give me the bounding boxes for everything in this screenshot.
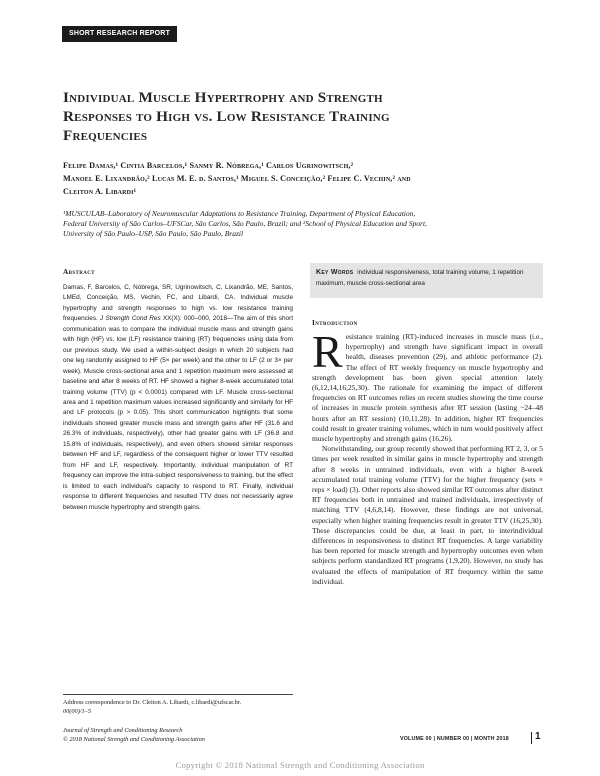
drop-cap: R [312,332,343,377]
author-list [63,160,543,198]
author-line: Felipe Damas,¹ Cintia Barcelos,¹ Sanmy R. Nóbrega,¹ Carlos Ugrinowitsch,² [63,161,354,170]
doi-line: 00(00)/1–5 [63,707,91,715]
author-line: Cleiton A. Libardi¹ [63,186,137,196]
introduction-heading: Introduction [312,319,358,327]
journal-copyright: © 2018 National Strength and Conditioning Association [63,735,205,743]
volume-line: VOLUME 00 | NUMBER 00 | MONTH 2018 [400,736,509,742]
intro-paragraph-1: esistance training (RT)-induced increases in muscle mass (i.e., hypertrophy) and strength have significant impact in overall health, diseases prevention (29), and athletic performance (2). The effect of RT weekly frequency on muscle hypertrophy and strength development has been given special attention lately (6,12,14,16,25,30). The rationale for examining the impact of different frequencies on RT outcomes relies on recent studies showing the time course of increases in muscle protein synthesis after RT session (lasting ~24–48 hours after an RT session) (10,11,28). In addition, higher RT frequencies could result in greater training volumes, which in turn would positively affect muscle hypertrophy and strength gains (16,26). [312,332,543,444]
section-banner: SHORT RESEARCH REPORT [62,26,177,42]
affiliation-line: Federal University of São Carlos–UFSCar, São Carlos, São Paulo, Brazil; and ²School of Physical Education and Sport, [63,219,427,228]
abstract-journal: J Strength Cond Res [100,315,161,323]
journal-name: Journal of Strength and Conditioning Research [63,727,183,734]
correspondence-line: Address correspondence to Dr. Cleiton A. Libardi, c.libardi@ufscar.br. [63,699,242,706]
abstract-text [63,283,293,683]
keywords-text: individual responsiveness, total training volume, 1 repetition maximum, muscle cross-sectional area [316,269,524,287]
title-line: Responses to High vs. Low Resistance Training [63,108,390,125]
affiliation-line: University of São Paulo–USP, São Paulo, São Paulo, Brazil [63,229,244,238]
title-line: Frequencies [63,127,148,144]
abstract-heading: Abstract [63,268,96,276]
footnote-rule [63,694,293,695]
article-title [63,88,543,145]
journal-info [63,727,303,744]
keywords-label: Key Words [316,269,354,276]
author-line: Manoel E. Lixandrão,² Lucas M. E. d. Santos,¹ Miguel S. Conceição,² Felipe C. Vechin,² and [63,173,411,183]
page-divider [531,732,532,744]
abstract-citation: Damas, F, Barcelos, C, Nóbrega, SR, Ugrinowitsch, C, Lixandrão, ME, Santos, LMEd, Conceição, MS, Vechin, FC, and Libardi, CA. Individual muscle hypertrophy and strength responses to high vs. low resistance training frequencies. [63,284,293,323]
affiliation-line: ¹MUSCULAB–Laboratory of Neuromuscular Adaptations to Resistance Training, Department of Physical Education, [63,209,416,218]
correspondence [63,699,303,716]
page-number: 1 [535,731,541,742]
keywords-box [310,263,543,298]
title-line: Individual Muscle Hypertrophy and Strength [63,89,383,106]
abstract-body: XX(X): 000–000, 2018—The aim of this short communication was to compare the individual muscle mass and strength gains with high (HF) vs. low (LF) resistance training (RT) frequencies using data from our previous study. We used a within-subject design in which 20 subjects had one leg randomly assigned to HF (5× per week) and the other to LF (2 or 3× per week). Muscle cross-sectional area and 1 repetition maximum were assessed at baseline and after 8 weeks of RT. HF showed a higher 8-week accumulated total training volume (TTV) (p < 0.0001) compared with LF. Muscle cross-sectional area and 1 repetition maximum values increased significantly and similarly for HF and LF protocols (p > 0.05). This short communication highlights that some individuals showed greater muscle mass and strength gains after HF (31.6 and 26.3% of individuals, respectively), other had greater gains with LF (36.8 and 15.8% of individuals, respectively), and even others showed similar responses between HF and LF, regardless of the consequent higher or lower TTV resulted from HF and LF, respectively. Importantly, individual manipulation of RT frequency can improve the intra-subject responsiveness to training, but the effect is limited to each individual's capacity to respond to RT. Finally, individual response to different frequencies and resulted TTV does not necessarily agree between muscle hypertrophy and strength gains. [63,315,293,511]
intro-paragraph-2: Notwithstanding, our group recently showed that performing RT 2, 3, or 5 times per week resulted in similar gains in muscle hypertrophy and strength after 8 weeks in untrained individuals, even with a higher 8-week accumulated total training volume (TTV) for the higher frequency (sets × reps × load) (3). Other reports also showed similar RT outcomes after distinct RT frequencies both in untrained and trained individuals, irrespectively of matching TTV (4,6,8,14). However, these findings are not universal, especially when higher training frequencies result in greater TTV (16,25,30). These discrepancies could be due, at least in part, to interindividual differences in responsiveness to distinct RT frequencies. A large variability has been reported for muscle strength and hypertrophy outcomes even when subjects perform standardized RT programs (1,9,20). However, no study has evaluated the effects of manipulation of RT frequency within the same individual. [312,444,543,586]
copyright-footer: Copyright © 2018 National Strength and Conditioning Association [175,760,425,770]
affiliations [63,209,543,239]
introduction-text [312,332,543,727]
